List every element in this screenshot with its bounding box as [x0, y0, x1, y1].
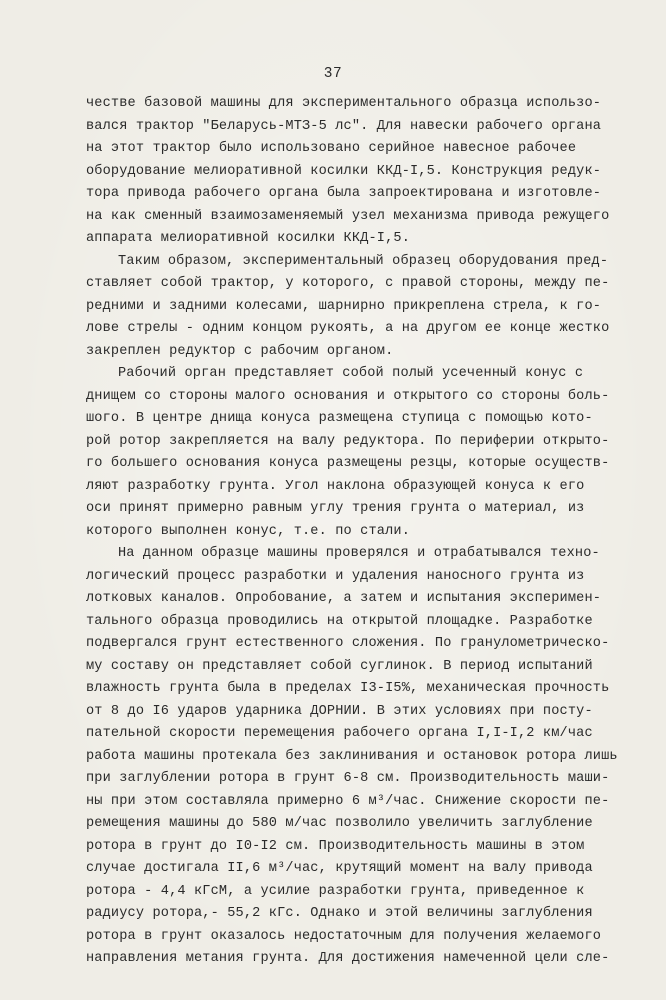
text-line: рой ротор закрепляется на валу редуктора. По периферии открыто- [86, 433, 610, 449]
text-line: Таким образом, экспериментальный образец оборудования пред- [118, 253, 609, 269]
text-line: вался трактор "Беларусь-МТЗ-5 лс". Для навески рабочего органа [86, 118, 602, 134]
text-line: днищем со стороны малого основания и открытого со стороны боль- [86, 388, 610, 404]
text-line: ротора - 4,4 кГсМ, а усилие разработки грунта, приведенное к [86, 883, 585, 899]
text-line: радиусу ротора,- 55,2 кГс. Однако и этой величины заглубления [86, 906, 593, 921]
text-line: Рабочий орган представляет собой полый усеченный конус с [118, 366, 584, 381]
text-line: направления метания грунта. Для достижения намеченной цели сле- [86, 951, 610, 966]
text-line: от 8 до I6 ударов ударника ДОРНИИ. В этих условиях при посту- [86, 703, 593, 719]
text-line: тального образца проводились на открытой площадке. Разработке [86, 613, 593, 629]
text-line: закреплен редуктор с рабочим органом. [86, 343, 394, 359]
text-line: пательной скорости перемещения рабочего органа I,I-I,2 км/час [86, 726, 593, 741]
body-text [0, 93, 666, 971]
text-line: подвергался грунт естественного сложения. По гранулометрическо- [86, 636, 610, 651]
text-line: аппарата мелиоративной косилки ККД-I,5. [86, 231, 410, 246]
text-line: при заглублении ротора в грунт 6-8 см. Производительность маши- [86, 771, 610, 786]
text-line: на этот трактор было использовано серийное навесное рабочее [86, 141, 577, 156]
text-line: му составу он представляет собой суглинок. В период испытаний [86, 658, 593, 674]
text-line: ны при этом составляла примерно 6 м³/час. Снижение скорости пе- [86, 793, 610, 809]
text-line: случае достигала II,6 м³/час, крутящий момент на валу привода [86, 861, 593, 876]
text-line: которого выполнен конус, т.е. по стали. [86, 523, 410, 539]
text-line: логический процесс разработки и удаления наносного грунта из [86, 568, 585, 584]
text-line: ставляет собой трактор, у которого, с правой стороны, между пе- [86, 276, 610, 291]
text-line: оси принят примерно равным углу трения грунта о материал, из [86, 501, 585, 516]
text-line: лотковых каналов. Опробование, а затем и испытания эксперимен- [86, 591, 602, 606]
text-line: ляют разработку грунта. Угол наклона образующей конуса к его [86, 478, 585, 494]
text-line: на как сменный взаимозаменяемый узел механизма привода режущего [86, 208, 610, 224]
page-number: 37 [323, 66, 343, 82]
text-line: ремещения машины до 580 м/час позволило увеличить заглубление [86, 816, 593, 831]
text-line: го большего основания конуса размещены резцы, которые осуществ- [86, 456, 610, 471]
text-line: На данном образце машины проверялся и отрабатывался техно- [118, 546, 600, 561]
text-line: лове стрелы - одним концом рукоять, а на другом ее конце жестко [86, 321, 610, 336]
text-line: оборудование мелиоративной косилки ККД-I,5. Конструкция редук- [86, 163, 602, 179]
text-line: шого. В центре днища конуса размещена ступица с помощью кото- [86, 411, 593, 426]
text-line: влажность грунта была в пределах I3-I5%, механическая прочность [86, 681, 610, 696]
text-line: работа машины протекала без заклинивания и остановок ротора лишь [86, 748, 618, 764]
text-line: ротора в грунт оказалось недостаточным для получения желаемого [86, 928, 602, 944]
text-line: ротора в грунт до I0-I2 см. Производительность машины в этом [86, 838, 585, 854]
text-line: честве базовой машины для экспериментального образца использо- [86, 96, 602, 111]
text-line: тора привода рабочего органа была запроектирована и изготовле- [86, 186, 602, 201]
text-line: редними и задними колесами, шарнирно прикреплена стрела, к го- [86, 298, 602, 314]
